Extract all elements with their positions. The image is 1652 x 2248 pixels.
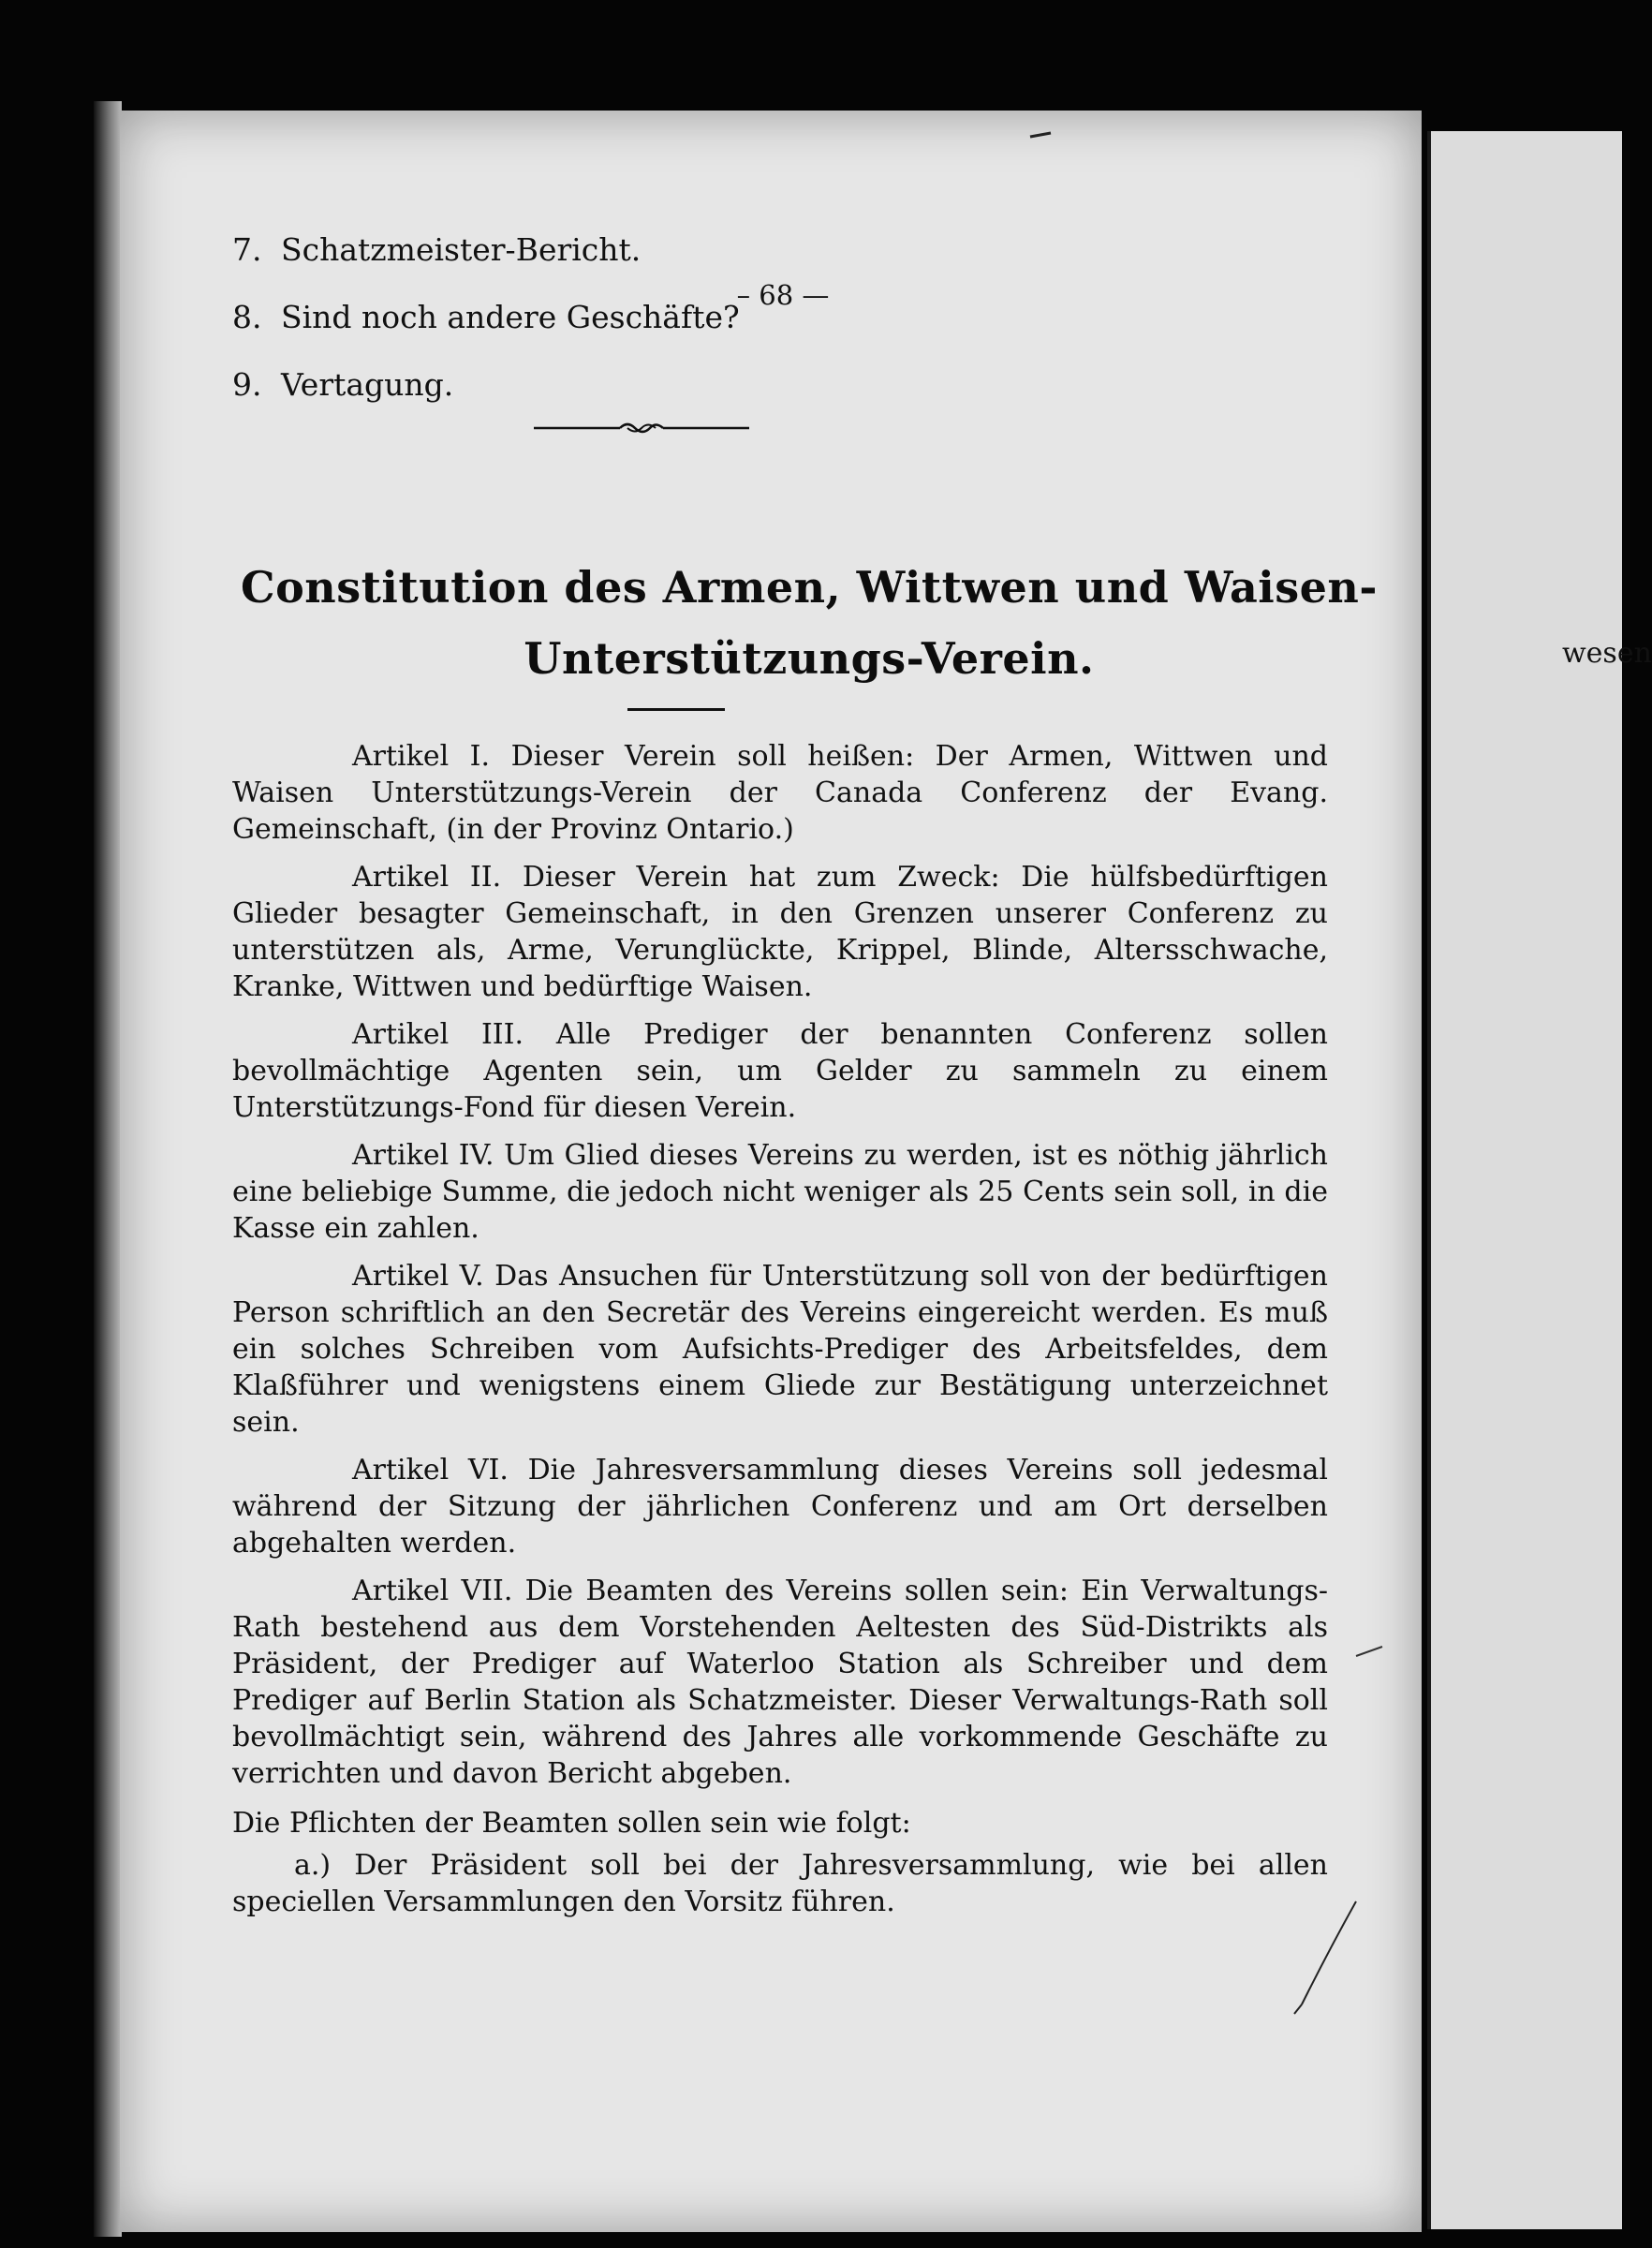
agenda-item	[232, 299, 740, 369]
facing-page-text: wesen	[1562, 637, 1652, 670]
article-label: Artikel II.	[352, 861, 502, 894]
article-text: Die Beamten des Vereins sollen sein: Ein Verwaltungs-Rath bestehend aus dem Vorstehenden Aeltesten des Süd-Distrikts als Präsident, der Prediger auf Waterloo Station als Schreiber und dem Prediger auf Berlin Station als Schatzmeister. Dieser Verwaltungs-Rath soll bevollmächtigt sein, während des Jahres alle vorkommende Geschäfte zu verrichten und davon Bericht abgeben.	[232, 1575, 1328, 1790]
article-4	[232, 1137, 1328, 1247]
article-text: Die Jahresversammlung dieses Vereins soll jedesmal während der Sitzung der jährlichen Conferenz und am Ort derselben abgehalten werden.	[232, 1454, 1328, 1560]
article-7	[232, 1573, 1328, 1792]
articles	[232, 738, 1328, 1920]
article-1	[232, 738, 1328, 848]
article-label: Artikel IV.	[352, 1139, 494, 1172]
article-text: Dieser Verein soll heißen: Der Armen, Wittwen und Waisen Unterstützungs-Verein der Canada Conferenz der Evang. Gemeinschaft, (in der Provinz Ontario.)	[232, 740, 1328, 846]
article-text: Um Glied dieses Vereins zu werden, ist es nöthig jährlich eine beliebige Summe, die jedoch nicht weniger als 25 Cents sein soll, in die Kasse ein zahlen.	[232, 1139, 1328, 1245]
constitution-title: Constitution des Armen, Wittwen und Waisen-	[241, 562, 1378, 613]
article-label: Artikel I.	[352, 740, 491, 773]
article-text: Das Ansuchen für Unterstützung soll von der bedürftigen Person schriftlich an den Secretär des Vereins eingereicht werden. Es muß ein solches Schreiben vom Aufsichts-Prediger des Arbeitsfeldes, dem Klaßführer und wenigstens einem Gliede zur Bestätigung unterzeichnet sein.	[232, 1260, 1328, 1439]
agenda-text: Vertagung.	[281, 366, 454, 403]
ornament-divider	[534, 418, 749, 438]
article-label: Artikel VII.	[352, 1575, 513, 1607]
agenda-number: 8.	[232, 299, 262, 335]
article-5	[232, 1258, 1328, 1441]
duty-a: a.) Der Präsident soll bei der Jahresversammlung, wie bei allen speciellen Versammlungen den Vorsitz führen.	[232, 1849, 1328, 1918]
article-text: Alle Prediger der benannten Conferenz sollen bevollmächtige Agenten sein, um Gelder zu sammeln zu einem Unterstützungs-Fond für diesen Verein.	[232, 1018, 1328, 1124]
duties-intro: Die Pflichten der Beamten sollen sein wie folgt:	[232, 1807, 911, 1840]
agenda-number: 7.	[232, 231, 262, 268]
title-rule	[627, 708, 725, 711]
agenda-text: Sind noch andere Geschäfte?	[281, 299, 740, 335]
article-text: Dieser Verein hat zum Zweck: Die hülfsbedürftigen Glieder besagter Gemeinschaft, in den Grenzen unserer Conferenz zu unterstützen als, Arme, Verunglückte, Krippel, Blinde, Altersschwache, Kranke, Wittwen und bedürftige Waisen.	[232, 861, 1328, 1003]
article-6	[232, 1452, 1328, 1561]
article-label: Artikel V.	[352, 1260, 484, 1293]
constitution-subtitle: Unterstützungs-Verein.	[524, 633, 1095, 684]
page-number: – 68 —	[736, 279, 830, 311]
agenda-item	[232, 231, 740, 302]
agenda-number: 9.	[232, 366, 262, 403]
agenda-list	[232, 231, 740, 436]
article-3	[232, 1016, 1328, 1126]
article-label: Artikel III.	[352, 1018, 524, 1051]
article-label: Artikel VI.	[352, 1454, 509, 1486]
article-2	[232, 859, 1328, 1005]
agenda-text: Schatzmeister-Bericht.	[281, 231, 642, 268]
